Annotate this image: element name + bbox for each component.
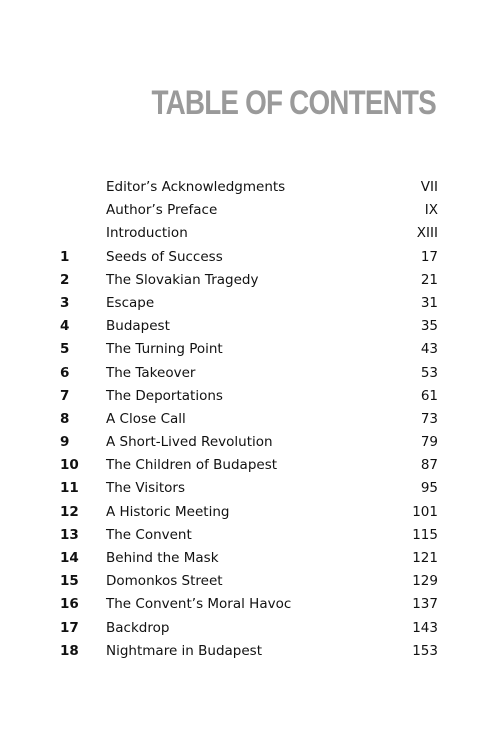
toc-entry [60, 617, 438, 640]
toc-entry [60, 501, 438, 524]
toc-entry [60, 408, 438, 431]
chapter-number: 15 [60, 573, 79, 590]
chapter-number: 12 [60, 503, 79, 520]
page-number: IX [424, 202, 438, 219]
chapter-number: 17 [60, 619, 79, 636]
chapter-number: 16 [60, 596, 79, 613]
chapter-number: 18 [60, 642, 79, 659]
toc-list [60, 176, 438, 663]
toc-entry [60, 477, 438, 500]
page-number: 43 [420, 341, 438, 358]
toc-entry [60, 385, 438, 408]
page-number: VII [420, 179, 438, 195]
page-number: 73 [420, 410, 438, 427]
toc-entry [60, 640, 438, 663]
chapter-title: Seeds of Success [106, 248, 223, 265]
page-number: 31 [420, 294, 438, 311]
chapter-number: 11 [60, 480, 79, 497]
chapter-number: 1 [60, 248, 70, 265]
chapter-number: 6 [60, 364, 70, 381]
chapter-number: 8 [60, 410, 70, 427]
chapter-title: The Convent’s Moral Havoc [106, 596, 292, 613]
toc-entry [60, 570, 438, 593]
page-number: 61 [420, 387, 438, 404]
chapter-title: The Children of Budapest [106, 457, 278, 474]
toc-entry [60, 524, 438, 547]
chapter-title: The Visitors [106, 480, 186, 497]
toc-entry [60, 362, 438, 385]
chapter-number: 10 [60, 457, 79, 474]
page-number: 115 [412, 526, 438, 543]
toc-entry [60, 199, 438, 222]
chapter-title: The Deportations [106, 387, 223, 404]
chapter-title: The Slovakian Tragedy [106, 271, 259, 288]
page-number: 143 [412, 619, 438, 636]
toc-entry [60, 547, 438, 570]
toc-entry [60, 593, 438, 616]
toc-entry [60, 315, 438, 338]
page-number: 21 [420, 271, 438, 288]
page-number: 121 [412, 550, 438, 566]
chapter-title: Editor’s Acknowledgments [106, 179, 286, 195]
page-number: 101 [412, 503, 438, 520]
page-number: 129 [412, 573, 438, 590]
toc-entry [60, 292, 438, 315]
page-number: 137 [412, 596, 438, 613]
toc-entry [60, 246, 438, 269]
page-number: 17 [420, 248, 438, 265]
chapter-title: The Takeover [106, 364, 196, 381]
chapter-number: 7 [60, 387, 70, 404]
chapter-title: Budapest [106, 318, 170, 335]
chapter-title: The Convent [106, 526, 192, 543]
toc-entry [60, 222, 438, 245]
chapter-title: Author’s Preface [106, 202, 218, 219]
chapter-title: Introduction [106, 225, 188, 242]
page-title: TABLE OF CONTENTS [151, 84, 436, 122]
toc-entry [60, 176, 438, 199]
chapter-title: Nightmare in Budapest [106, 642, 263, 659]
chapter-number: 2 [60, 271, 70, 288]
toc-entry [60, 431, 438, 454]
toc-entry [60, 269, 438, 292]
chapter-number: 13 [60, 526, 79, 543]
chapter-title: The Turning Point [106, 341, 223, 358]
chapter-number: 14 [60, 550, 79, 566]
toc-entry [60, 454, 438, 477]
chapter-number: 9 [60, 434, 70, 451]
page-number: 53 [420, 364, 438, 381]
chapter-title: A Historic Meeting [106, 503, 230, 520]
chapter-title: A Close Call [106, 410, 186, 427]
chapter-title: A Short-Lived Revolution [106, 434, 273, 451]
chapter-number: 5 [60, 341, 70, 358]
page-number: 35 [420, 318, 438, 335]
chapter-number: 3 [60, 294, 70, 311]
page-number: 153 [412, 642, 438, 659]
page-number: 79 [420, 434, 438, 451]
toc-entry [60, 338, 438, 361]
page-number: XIII [416, 225, 438, 242]
chapter-title: Backdrop [106, 619, 170, 636]
page-number: 95 [420, 480, 438, 497]
chapter-title: Escape [106, 294, 155, 311]
chapter-title: Domonkos Street [106, 573, 223, 590]
chapter-number: 4 [60, 318, 70, 335]
chapter-title: Behind the Mask [106, 550, 219, 566]
page-number: 87 [420, 457, 438, 474]
